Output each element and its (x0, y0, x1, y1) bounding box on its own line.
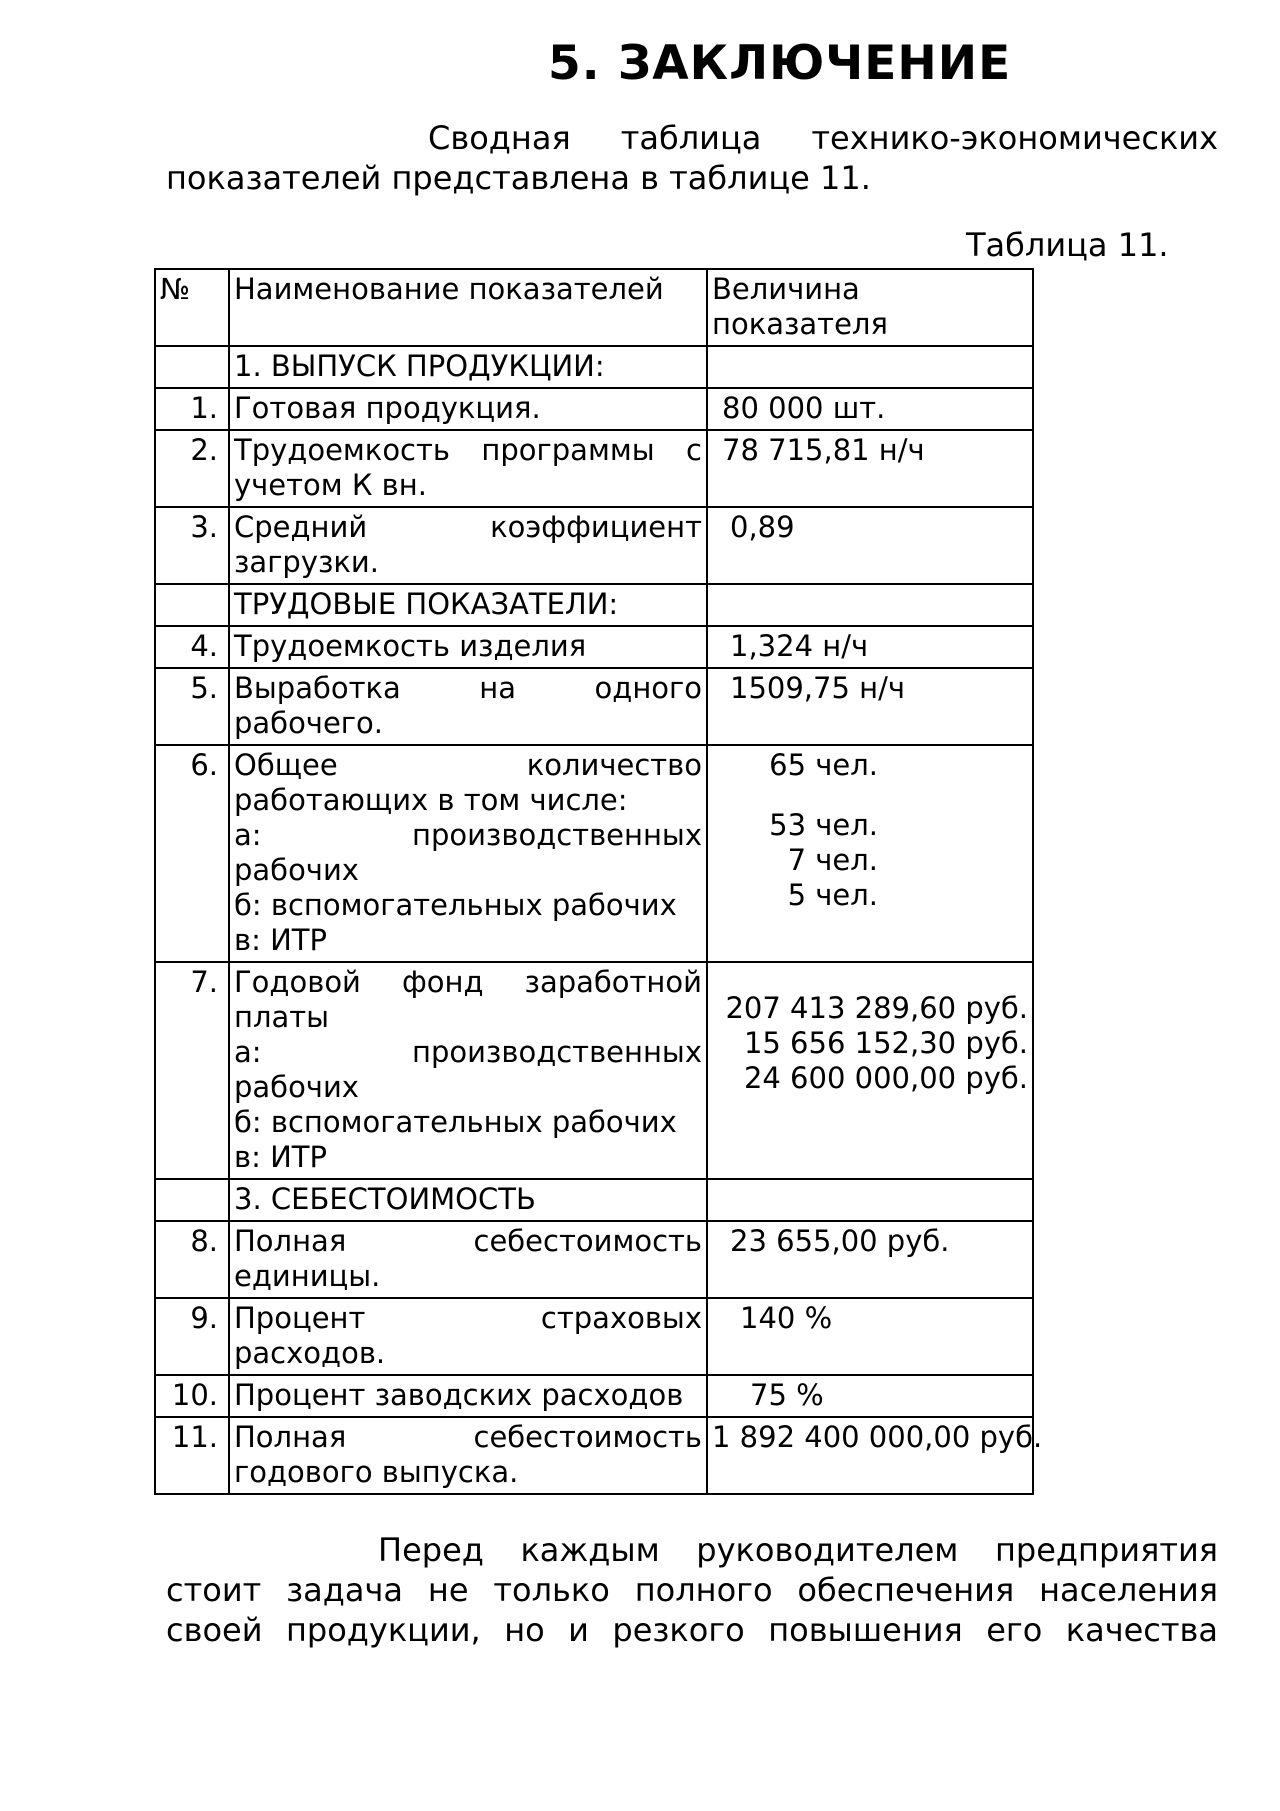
row-name (229, 668, 707, 745)
section-label: 3. СЕБЕСТОИМОСТЬ (229, 1179, 707, 1221)
section-row (155, 584, 1033, 626)
row-value-line: 1 892 400 000,00 (712, 1420, 971, 1454)
row-num: 6. (155, 745, 229, 962)
row-name-line: Годовой фонд заработной (234, 965, 702, 999)
row-name-line: а: производственных (234, 1035, 702, 1069)
row-name-line: б: вспомогательных рабочих (234, 1105, 677, 1139)
row-num: 1. (155, 388, 229, 430)
section-row (155, 346, 1033, 388)
row-value: 78 715,81 н/ч (707, 430, 1033, 507)
row-value-line: 24 600 000,00 руб. (743, 1061, 1028, 1095)
row-name (229, 962, 707, 1179)
row-name-line: Общее количество (234, 748, 702, 782)
row-name-line: работающих в том числе: (234, 783, 628, 817)
row-name-line: Средний коэффициент (234, 510, 702, 544)
table-row (155, 668, 1033, 745)
row-value-line: 207 413 289,60 руб. (725, 991, 1028, 1025)
table-row (155, 1298, 1033, 1375)
row-name-line: рабочих (234, 853, 359, 887)
row-num: 3. (155, 507, 229, 584)
row-name (229, 1417, 707, 1494)
table-row (155, 962, 1033, 1179)
table-row (155, 626, 1033, 668)
row-value: 1509,75 н/ч (707, 668, 1033, 745)
section-row (155, 1179, 1033, 1221)
section-label-line: ПОКАЗАТЕЛИ: (405, 587, 619, 621)
row-name-line: учетом К вн. (234, 468, 427, 502)
table-row (155, 507, 1033, 584)
table-row (155, 1221, 1033, 1298)
outro-paragraph: Перед каждым руководителем предприятия стоит задача не только полного обеспечения населения своей продукции, но и резкого повышения его качества (166, 1531, 1218, 1649)
row-value: 1,324 н/ч (707, 626, 1033, 668)
section-value-empty (707, 584, 1033, 626)
row-num: 2. (155, 430, 229, 507)
row-value-line: 7 чел. (787, 843, 878, 877)
row-value: 23 655,00 руб. (707, 1221, 1033, 1298)
header-value-line2: показателя (712, 307, 888, 341)
section-label (229, 584, 707, 626)
row-name-line: Трудоемкость программы с (234, 433, 702, 467)
row-name-line: рабочего. (234, 706, 383, 740)
table-row (155, 430, 1033, 507)
row-name-line: Полная себестоимость (234, 1224, 702, 1258)
section-num-empty (155, 346, 229, 388)
section-label: 1. ВЫПУСК ПРОДУКЦИИ: (229, 346, 707, 388)
intro-paragraph: Сводная таблица технико-экономических показателей представлена в таблице 11. (166, 119, 1218, 197)
section-num-empty (155, 584, 229, 626)
row-value: 140 % (707, 1298, 1033, 1375)
row-name: Трудоемкость изделия (229, 626, 707, 668)
section-label-line: ТРУДОВЫЕ (234, 587, 397, 621)
table-header-row (155, 269, 1033, 346)
header-value-line1: Величина (712, 272, 860, 306)
section-value-empty (707, 346, 1033, 388)
row-name-line: б: вспомогательных рабочих (234, 888, 677, 922)
row-name (229, 1298, 707, 1375)
row-value: 75 % (707, 1375, 1033, 1417)
row-name-line: в: ИТР (234, 1140, 327, 1174)
section-num-empty (155, 1179, 229, 1221)
row-name (229, 1221, 707, 1298)
row-num: 5. (155, 668, 229, 745)
row-name-line: расходов. (234, 1336, 386, 1370)
row-value-line: 53 чел. (769, 808, 878, 842)
header-name: Наименование показателей (229, 269, 707, 346)
indicators-table (154, 268, 1043, 1495)
row-name: Готовая продукция. (229, 388, 707, 430)
row-num: 10. (155, 1375, 229, 1417)
row-name-line: а: производственных (234, 818, 702, 852)
section-value-empty (707, 1179, 1033, 1221)
row-value-line: 65 чел. (769, 748, 878, 782)
table-caption: Таблица 11. (966, 226, 1169, 264)
row-value (707, 962, 1033, 1179)
table-row (155, 1417, 1033, 1494)
row-name: Процент заводских расходов (229, 1375, 707, 1417)
row-name (229, 430, 707, 507)
row-value (707, 745, 1033, 962)
row-name-line: Процент страховых (234, 1301, 702, 1335)
row-name (229, 507, 707, 584)
header-value (707, 269, 1033, 346)
row-num: 9. (155, 1298, 229, 1375)
row-num: 11. (155, 1417, 229, 1494)
row-name-line: в: ИТР (234, 923, 327, 957)
row-num: 7. (155, 962, 229, 1179)
row-value-line: руб. (979, 1420, 1043, 1454)
row-num: 4. (155, 626, 229, 668)
page-title: 5. ЗАКЛЮЧЕНИЕ (548, 36, 1012, 91)
row-value-line: 15 656 152,30 руб. (743, 1026, 1028, 1060)
table-row (155, 1375, 1033, 1417)
row-name-line: платы (234, 1000, 330, 1034)
row-value: 80 000 шт. (707, 388, 1033, 430)
row-value: 0,89 (707, 507, 1033, 584)
row-name-line: годового выпуска. (234, 1455, 519, 1489)
row-name-line: загрузки. (234, 545, 379, 579)
row-name (229, 745, 707, 962)
header-num: № (155, 269, 229, 346)
row-value-spacer (712, 783, 1028, 808)
table-row (155, 388, 1033, 430)
table-row (155, 745, 1033, 962)
row-name-line: Выработка на одного (234, 671, 702, 705)
row-value (707, 1417, 1043, 1494)
row-name-line: единицы. (234, 1259, 381, 1293)
row-num: 8. (155, 1221, 229, 1298)
row-value-line: 5 чел. (787, 878, 878, 912)
row-name-line: Полная себестоимость (234, 1420, 702, 1454)
row-name-line: рабочих (234, 1070, 359, 1104)
